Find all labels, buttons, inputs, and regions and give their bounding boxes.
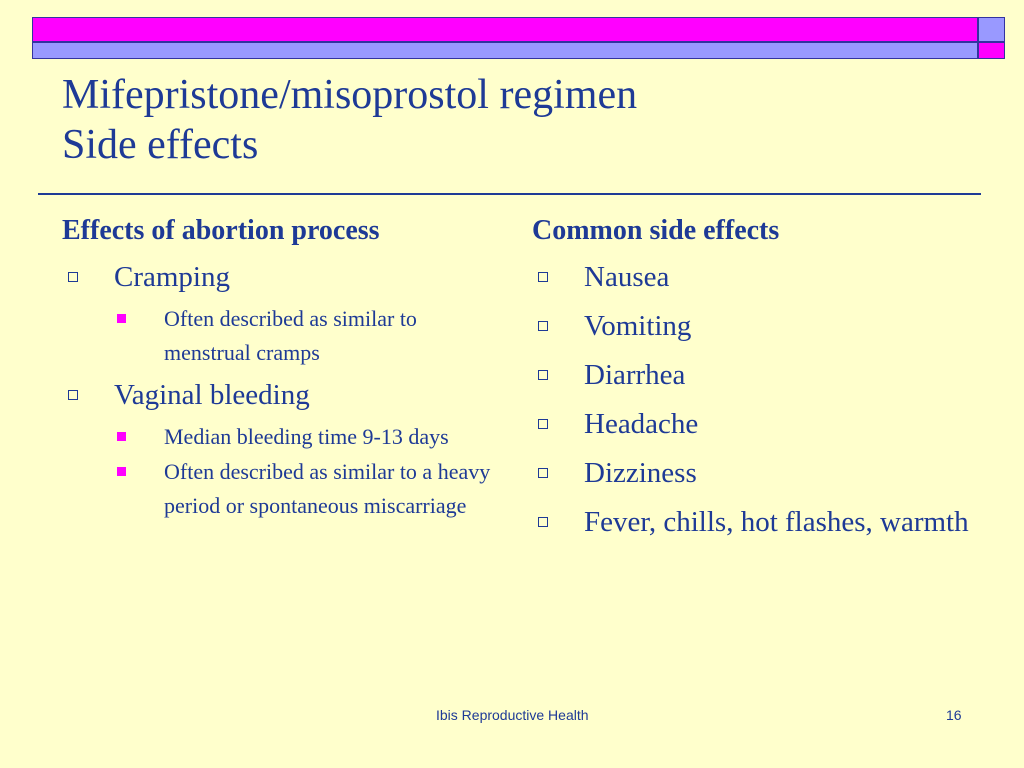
filled-square-bullet-icon — [117, 432, 126, 441]
header-square-lavender — [978, 17, 1005, 42]
list-item-label: Dizziness — [584, 457, 697, 489]
sub-list-item — [62, 455, 502, 523]
list-item — [532, 355, 992, 395]
list-item-label: Cramping — [114, 261, 230, 293]
filled-square-bullet-icon — [117, 314, 126, 323]
hollow-square-bullet-icon — [538, 321, 548, 331]
hollow-square-bullet-icon — [68, 390, 78, 400]
list-item-label: Diarrhea — [584, 359, 686, 391]
filled-square-bullet-icon — [117, 467, 126, 476]
list-item-label: Fever, chills, hot flashes, warmth — [584, 506, 969, 538]
right-column-heading: Common side effects — [532, 215, 780, 246]
list-item-label: Nausea — [584, 261, 670, 293]
title-divider — [38, 193, 981, 195]
list-item — [62, 375, 502, 415]
sub-list-item-label: Median bleeding time 9-13 days — [164, 424, 449, 449]
header-bar-magenta — [32, 17, 978, 42]
hollow-square-bullet-icon — [538, 517, 548, 527]
sub-list-item — [62, 420, 502, 454]
left-column-heading: Effects of abortion process — [62, 215, 380, 246]
hollow-square-bullet-icon — [538, 272, 548, 282]
hollow-square-bullet-icon — [538, 370, 548, 380]
header-square-magenta — [978, 42, 1005, 59]
list-item-label: Vaginal bleeding — [114, 379, 310, 411]
list-item-label: Vomiting — [584, 310, 692, 342]
page-number: 16 — [946, 707, 962, 723]
list-item — [532, 453, 992, 493]
hollow-square-bullet-icon — [538, 468, 548, 478]
sub-list-item-label: Often described as similar to a heavy period or spontaneous miscarriage — [164, 459, 491, 518]
left-column — [62, 213, 502, 528]
sub-list-item-label: Often described as similar to menstrual cramps — [164, 306, 417, 365]
list-item — [532, 257, 992, 297]
right-column — [532, 213, 992, 551]
list-item — [532, 306, 992, 346]
list-item — [532, 502, 992, 542]
sub-list-item — [62, 302, 502, 370]
header-bar-lavender — [32, 42, 978, 59]
footer-organization: Ibis Reproductive Health — [436, 707, 589, 723]
hollow-square-bullet-icon — [538, 419, 548, 429]
slide-title-line1: Mifepristone/misoprostol regimen — [62, 72, 638, 118]
hollow-square-bullet-icon — [68, 272, 78, 282]
slide-title — [62, 70, 962, 170]
slide-title-line2: Side effects — [62, 122, 259, 168]
list-item — [532, 404, 992, 444]
list-item-label: Headache — [584, 408, 699, 440]
list-item — [62, 257, 502, 297]
